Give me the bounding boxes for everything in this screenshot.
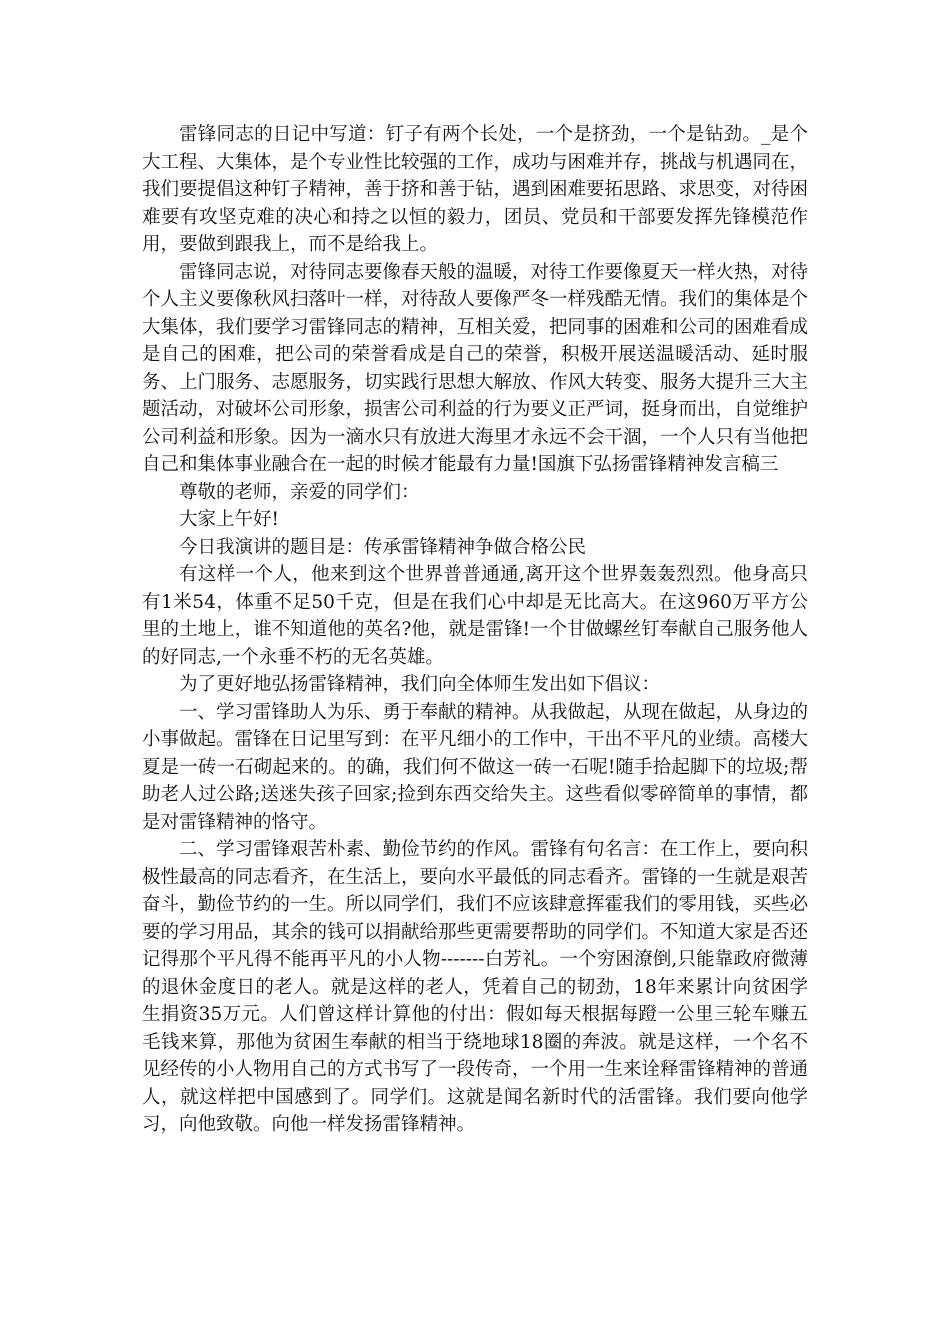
paragraph: 有这样一个人，他来到这个世界普普通通,离开这个世界轰轰烈烈。他身高只有1米54，体重不足50千克，但是在我们心中却是无比高大。在这960万平方公里的土地上，谁不知道他的英名?他，就是雷锋!一个甘做螺丝钉奉献自己服务他人的好同志,一个永垂不朽的无名英雄。 [142, 564, 808, 668]
greeting: 大家上午好! [179, 509, 279, 530]
paragraph: 二、学习雷锋艰苦朴素、勤俭节约的作风。雷锋有句名言：在工作上，要向积极性最高的同志看齐，在生活上，要向水平最低的同志看齐。雷锋的一生就是艰苦奋斗，勤俭节约的一生。所以同学们，我们不应该肆意挥霍我们的零用钱，买些必要的学习用品，其余的钱可以捐献给那些更需要帮助的同学们。不知道大家是否还记得那个平凡得不能再平凡的小人物-------白芳礼。一个穷困潦倒,只能靠政府微薄的退休金度日的老人。就是这样的老人，凭着自己的韧劲，18年来累计向贫困学生捐资35万元。人们曾这样计算他的付出：假如每天根据每蹬一公里三轮车赚五毛钱来算，那他为贫困生奉献的相当于绕地球18圈的奔波。就是这样，一个名不见经传的小人物用自己的方式书写了一段传奇，一个用一生来诠释雷锋精神的普通人，就这样把中国感到了。同学们。这就是闻名新时代的活雷锋。我们要向他学习，向他致敬。向他一样发扬雷锋精神。 [142, 839, 809, 1135]
paragraph: 雷锋同志说，对待同志要像春天般的温暖，对待工作要像夏天一样火热，对待个人主义要像秋风扫落叶一样，对待敌人要像严冬一样残酷无情。我们的集体是个大集体，我们要学习雷锋同志的精神，互相关爱，把同事的困难和公司的困难看成是自己的困难，把公司的荣誉看成是自己的荣誉，积极开展送温暖活动、延时服务、上门服务、志愿服务，切实践行思想大解放、作风大转变、服务大提升三大主题活动，对破坏公司形象，损害公司利益的行为要义正严词，挺身而出，自觉维护公司利益和形象。因为一滴水只有放进大海里才永远不会干涸，一个人只有当他把自己和集体事业融合在一起的时候才能最有力量!国旗下弘扬雷锋精神发言稿三 [142, 261, 809, 475]
speech-topic: 今日我演讲的题目是：传承雷锋精神争做合格公民 [179, 536, 587, 558]
paragraph: 一、学习雷锋助人为乐、勇于奉献的精神。从我做起，从现在做起，从身边的小事做起。雷锋在日记里写到：在平凡细小的工作中，干出不平凡的业绩。高楼大夏是一砖一石砌起来的。的确，我们何不做这一砖一石呢!随手拾起脚下的垃圾;帮助老人过公路;送迷失孩子回家;捡到东西交给失主。这些看似零碎简单的事情，都是对雷锋精神的恪守。 [142, 701, 809, 833]
document-body [142, 121, 808, 1139]
salutation: 尊敬的老师，亲爱的同学们： [179, 481, 420, 503]
paragraph: 雷锋同志的日记中写道：钉子有两个长处，一个是挤劲，一个是钻劲。_是个大工程、大集体，是个专业性比较强的工作，成功与困难并存，挑战与机遇同在，我们要提倡这种钉子精神，善于挤和善于钻，遇到困难要拓思路、求思变，对待困难要有攻坚克难的决心和持之以恒的毅力，团员、党员和干部要发挥先锋模范作用，要做到跟我上，而不是给我上。 [142, 124, 809, 255]
paragraph: 为了更好地弘扬雷锋精神，我们向全体师生发出如下倡议： [179, 674, 661, 695]
